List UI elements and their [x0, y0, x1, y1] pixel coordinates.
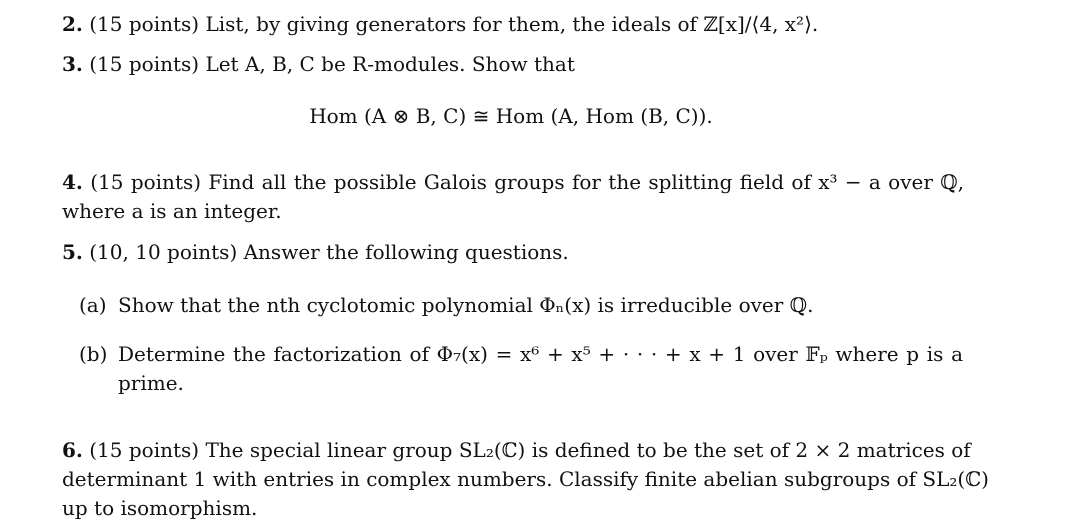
problem-5b-text-1: Determine the factorization of Φ₇(x) = x⁶ + x⁵ + · · · + x + 1 over 𝔽ₚ where p is a	[118, 342, 963, 366]
problem-2-number: 2.	[62, 12, 83, 36]
problem-4-text-2: where a is an integer.	[62, 199, 282, 223]
problem-6-line-1	[62, 436, 971, 465]
problem-6-text-1: (15 points) The special linear group SL₂(ℂ) is defined to be the set of 2 × 2 matrices of	[89, 438, 971, 462]
problem-3	[62, 50, 575, 79]
problem-3-number: 3.	[62, 52, 83, 76]
problem-4-text-1: (15 points) Find all the possible Galois groups for the splitting field of x³ − a over ℚ,	[90, 170, 965, 194]
problem-6-number: 6.	[62, 438, 83, 462]
problem-3-text: (15 points) Let A, B, C be R-modules. Show that	[89, 52, 575, 76]
problem-4-number: 4.	[62, 170, 83, 194]
problem-2-text: (15 points) List, by giving generators for them, the ideals of ℤ[x]/⟨4, x²⟩.	[89, 12, 819, 36]
problem-2	[62, 10, 818, 39]
problem-5	[62, 238, 569, 267]
problem-5-number: 5.	[62, 240, 83, 264]
problem-5b-text-2: prime.	[118, 371, 184, 395]
problem-4-line-1	[62, 168, 964, 197]
problem-6-text-3: up to isomorphism.	[62, 496, 258, 520]
problem-5a-text: Show that the nth cyclotomic polynomial Φₙ(x) is irreducible over ℚ.	[118, 293, 814, 317]
problem-5a-label: (a)	[79, 293, 107, 317]
problem-6-text-2: determinant 1 with entries in complex numbers. Classify finite abelian subgroups of SL₂(ℂ)	[62, 467, 989, 491]
problem-5b-label: (b)	[79, 342, 108, 366]
problem-3-display-equation: Hom (A ⊗ B, C) ≅ Hom (A, Hom (B, C)).	[309, 104, 713, 128]
problem-5-text: (10, 10 points) Answer the following questions.	[89, 240, 569, 264]
